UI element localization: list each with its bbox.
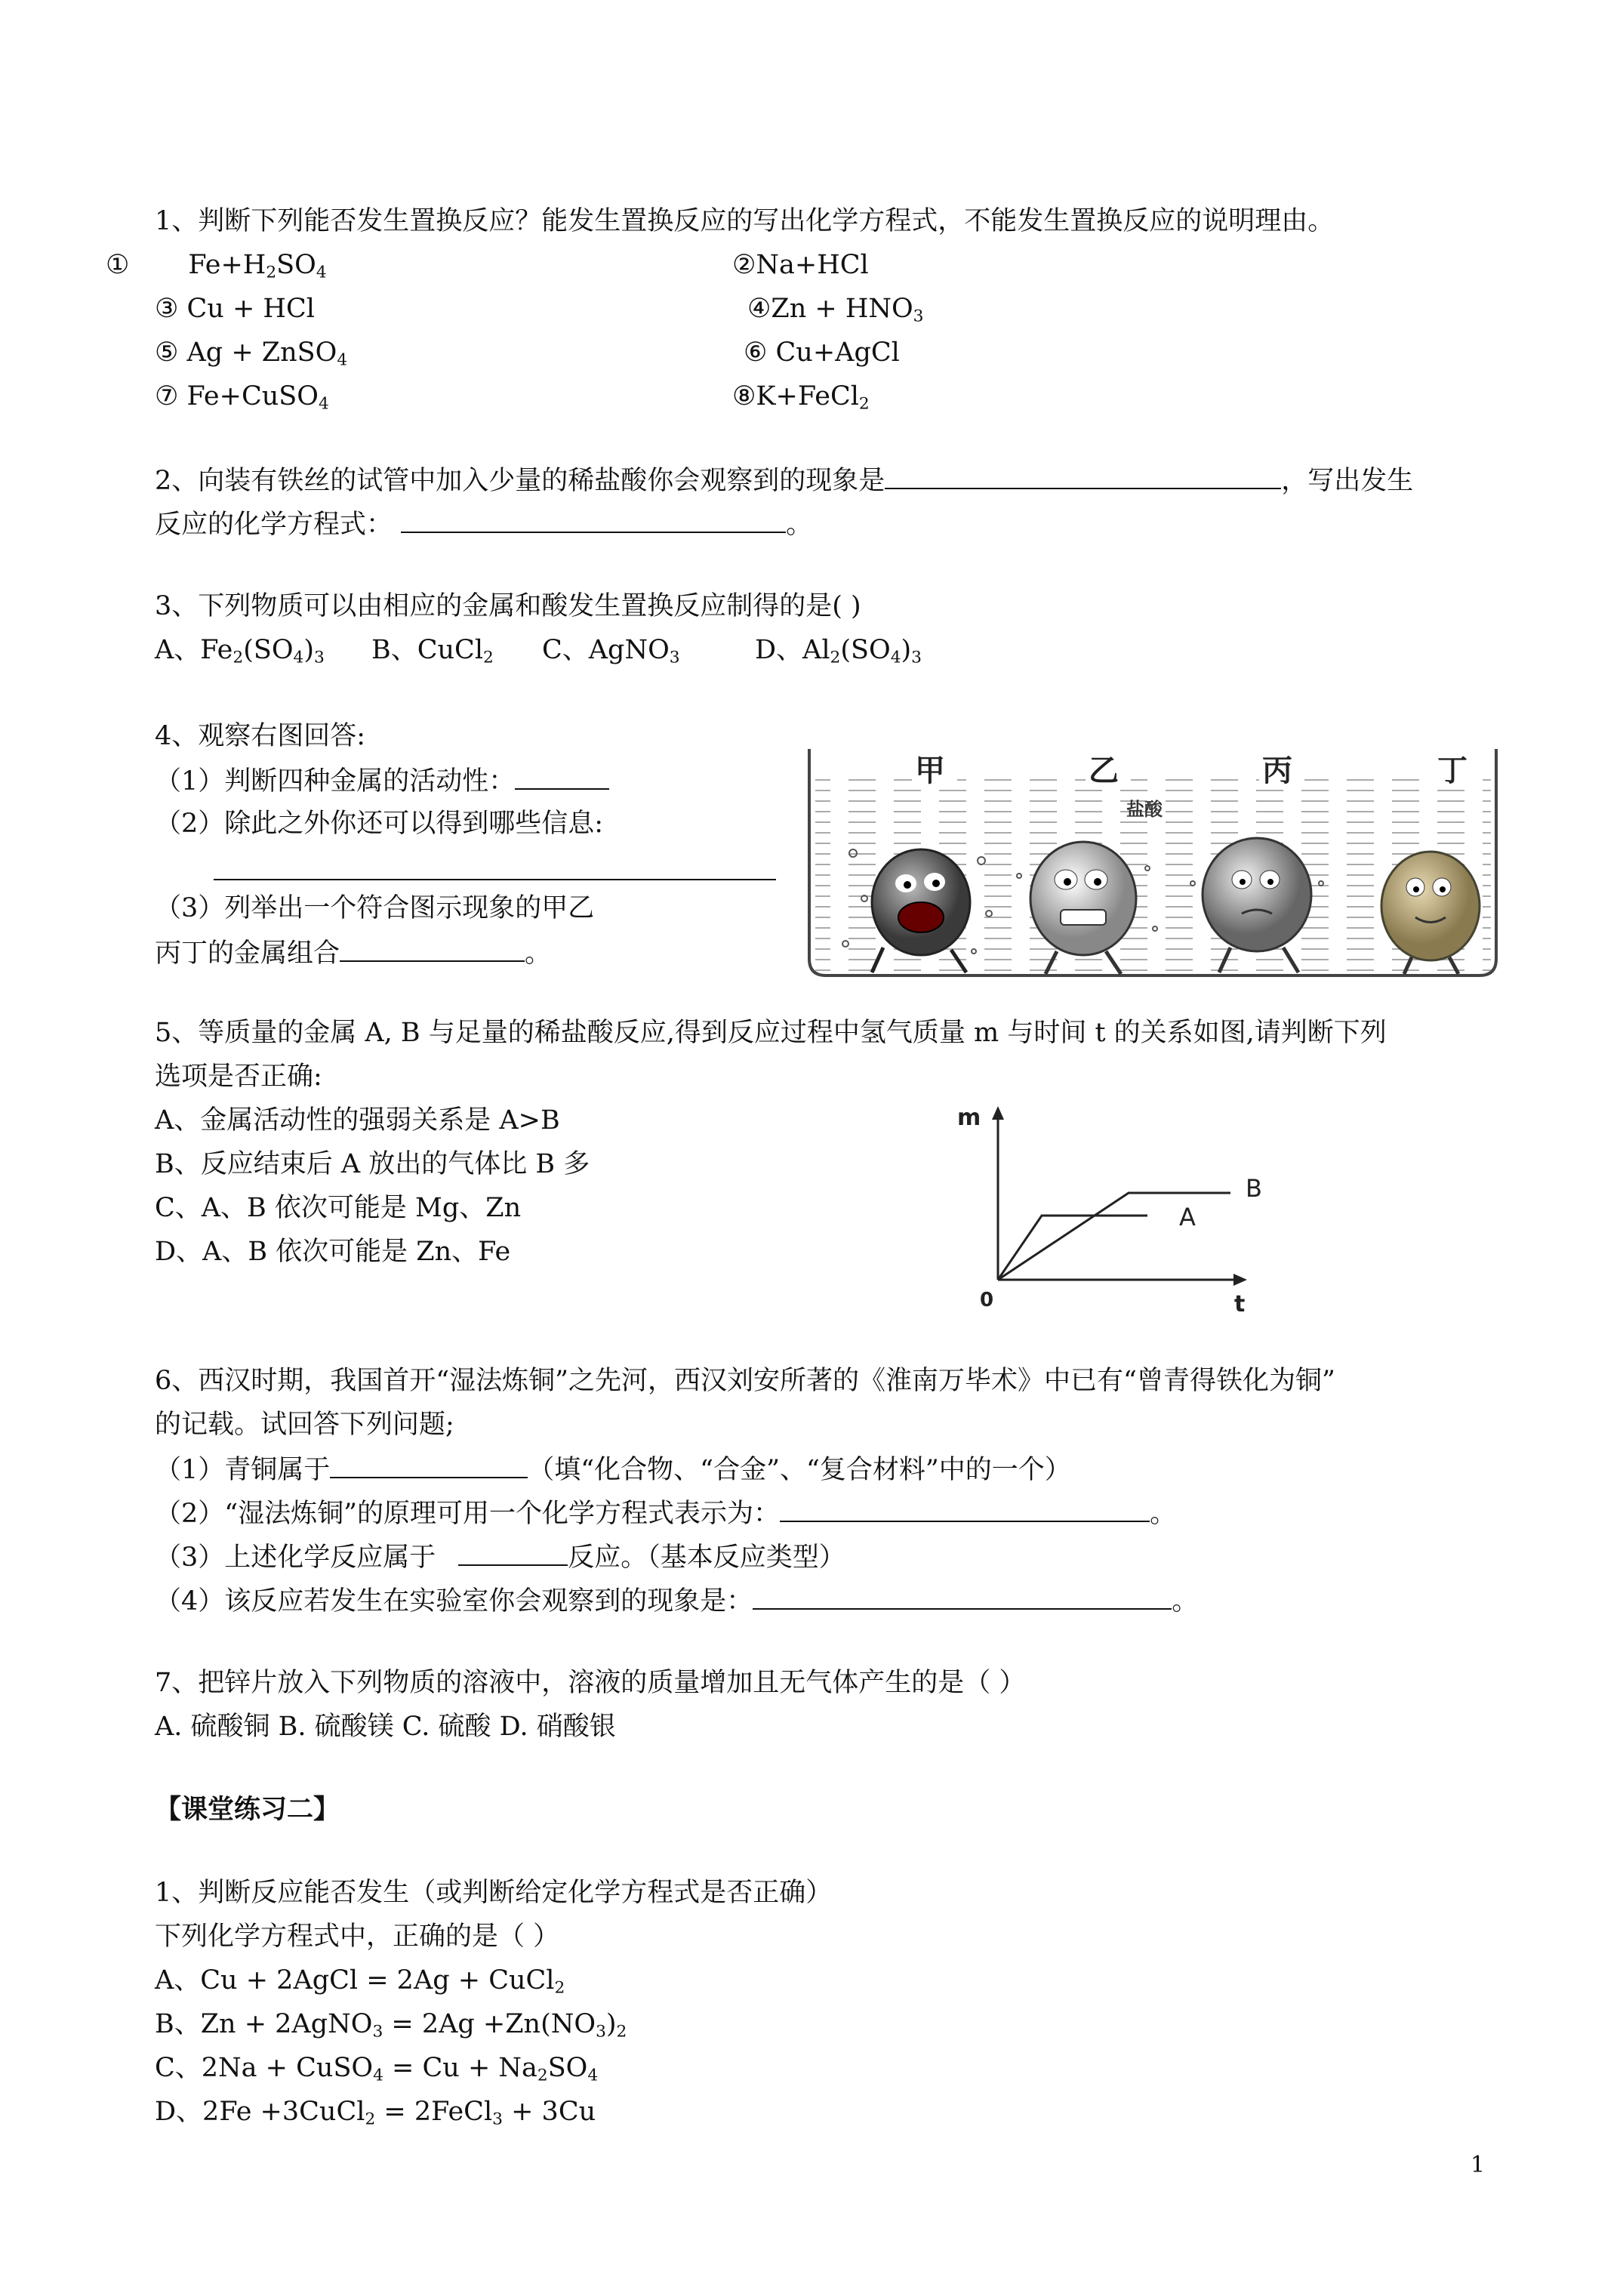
q6-stem-line1: 6、西汉时期，我国首开“湿法炼铜”之先河，西汉刘安所著的《淮南万毕术》中已有“曾青得铁化为铜” [155,1366,1335,1396]
series-b-label: B [1246,1174,1262,1203]
q1-item-3: ③ Cu + HCl [155,294,315,324]
q4-blank-combo[interactable] [340,935,525,962]
q6-part1: （1）青铜属于 （填“化合物、“合金”、“复合材料”中的一个） [155,1451,1071,1487]
q5-option-d: D、A、B 依次可能是 Zn、Fe [155,1237,511,1267]
q1-item-6: ⑥ Cu+AgCl [744,337,900,368]
q5-stem-line2: 选项是否正确: [155,1062,322,1092]
q6-part3: （3）上述化学反应属于 反应。（基本反应类型） [155,1539,845,1575]
origin-label: 0 [980,1289,994,1311]
q1-item-7: ⑦ Fe+CuSO$_4$ [155,381,329,414]
p2q1-option-a: A、Cu + 2AgCl = 2Ag + CuCl$_2$ [155,1965,565,1998]
q6-part2: （2）“湿法炼铜”的原理可用一个化学方程式表示为： 。 [155,1495,1176,1531]
acid-label: 盐酸 [1126,799,1163,820]
y-axis-arrow [992,1106,1004,1120]
q7-stem: 7、把锌片放入下列物质的溶液中，溶液的质量增加且无气体产生的是（ ） [155,1668,1026,1698]
q4-blank-activity[interactable] [515,763,609,790]
curve-a [998,1216,1147,1280]
q1-stem: 1、判断下列能否发生置换反应？能发生置换反应的写出化学方程式，不能发生置换反应的说明理由。 [155,206,1335,236]
q4-part1: （1）判断四种金属的活动性： [155,763,609,799]
q3-option-a: A、$Fe_2(SO_4)_3$ [155,635,325,667]
q2-line2: 反应的化学方程式： 。 [155,506,812,542]
q4-blank-info[interactable] [214,879,776,880]
beaker-figure [800,732,1506,982]
q4-part4: 丙丁的金属组合 。 [155,935,551,971]
q6-blank-equation[interactable] [780,1495,1150,1522]
q7-options: A. 硫酸铜 B. 硫酸镁 C. 硫酸 D. 硝酸银 [155,1712,616,1742]
label-jia: 甲 [915,754,945,788]
q1-item-2: ②Na+HCl [732,250,869,280]
q1-item-5: ⑤ Ag + ZnSO$_4$ [155,337,348,370]
q1-item-1: ① $Fe+H_2SO_4$ [106,250,327,282]
page-number: 1 [1471,2152,1486,2178]
q2-blank-phenomenon[interactable] [885,462,1281,489]
q5-option-c: C、A、B 依次可能是 Mg、Zn [155,1193,522,1223]
q2-line1: 2、向装有铁丝的试管中加入少量的稀盐酸你会观察到的现象是 ，写出发生 [155,462,1413,498]
q6-part4: （4）该反应若发生在实验室你会观察到的现象是： 。 [155,1583,1198,1619]
q3-stem: 3、下列物质可以由相应的金属和酸发生置换反应制得的是( ) [155,591,861,621]
x-label: t [1234,1291,1246,1318]
section-title: 【课堂练习二】 [155,1794,340,1825]
q3-option-d: D、$Al_2(SO_4)_3$ [755,635,922,667]
p2q1-option-b: B、Zn + 2AgNO$_3$ = $2Ag +Zn(NO_3)_2$ [155,2009,627,2042]
q3-option-c: C、AgNO$_3$ [542,635,680,667]
p2q1-sub: 下列化学方程式中，正确的是（ ） [155,1922,560,1952]
q6-blank-phenomenon[interactable] [753,1583,1172,1610]
series-a-label: A [1179,1203,1196,1231]
hydrogen-mass-graph [944,1099,1283,1325]
x-axis-arrow [1233,1274,1247,1286]
q4-part2: （2）除此之外你还可以得到哪些信息: [155,809,604,839]
y-label: m [957,1105,981,1131]
q6-stem-line2: 的记载。试回答下列问题; [155,1410,454,1440]
q6-blank-type[interactable] [458,1539,568,1566]
label-ding: 丁 [1437,754,1467,788]
q1-item-8: ⑧K+FeCl$_2$ [732,381,870,414]
label-bing: 丙 [1262,754,1292,788]
p2q1-option-c: C、2Na + CuSO$_4$ = $Cu + Na_2SO_4$ [155,2053,599,2085]
p2q1-stem: 1、判断反应能否发生（或判断给定化学方程式是否正确） [155,1878,833,1908]
q5-option-a: A、金属活动性的强弱关系是 A>B [155,1105,560,1136]
p2q1-option-d: D、2Fe +3CuCl$_2$ = 2FeCl$_3$ + 3Cu [155,2097,596,2129]
q5-option-b: B、反应结束后 A 放出的气体比 B 多 [155,1149,590,1179]
q4-part3: （3）列举出一个符合图示现象的甲乙 [155,893,595,923]
q3-option-b: B、CuCl$_2$ [371,635,494,667]
q1-item-4: ④Zn + $HNO_3$ [747,294,924,326]
q6-blank-bronze[interactable] [330,1451,528,1478]
q2-blank-equation[interactable] [401,506,786,533]
label-yi: 乙 [1089,754,1119,788]
q4-stem: 4、观察右图回答: [155,721,366,751]
q5-stem-line1: 5、等质量的金属 A, B 与足量的稀盐酸反应,得到反应过程中氢气质量 m 与时间 t 的关系如图,请判断下列 [155,1018,1387,1048]
